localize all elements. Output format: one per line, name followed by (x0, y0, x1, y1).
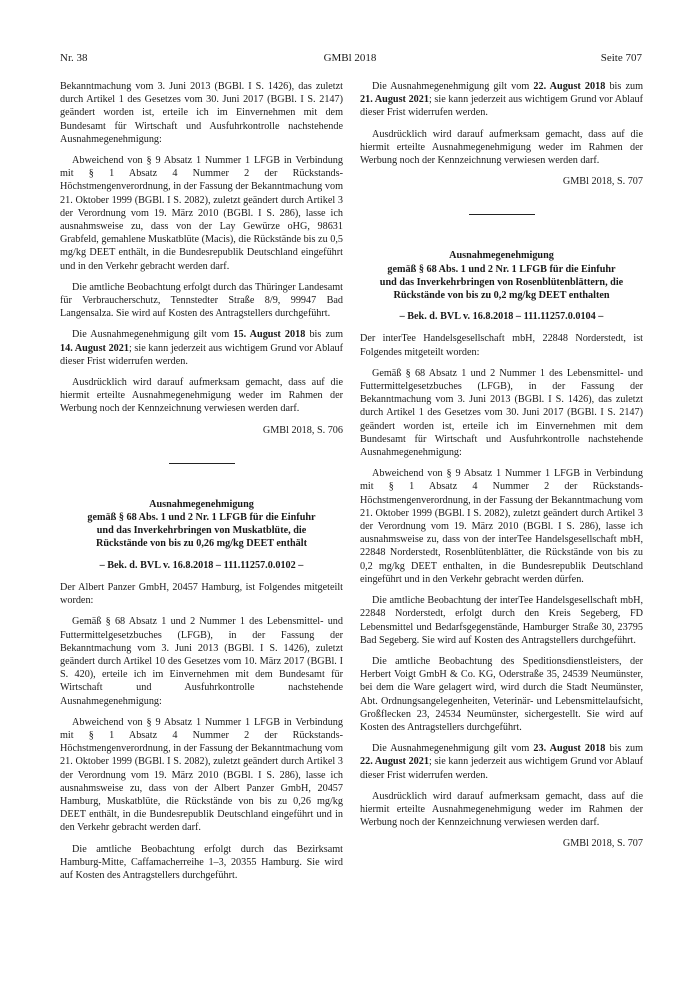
validity-paragraph (360, 80, 643, 120)
citation: GMBl 2018, S. 706 (262, 424, 343, 436)
notice-reference: – Bek. d. BVL v. 16.8.2018 – 111.11257.0.0102 – (99, 559, 304, 571)
start-date: 22. August 2018 (533, 81, 606, 92)
citation: GMBl 2018, S. 707 (562, 176, 643, 188)
end-date: 22. August 2021 (360, 756, 429, 768)
text-run: ; sie kann jederzeit aus wichtigem Grund vor Ablauf dieser Frist widerrufen werden. (60, 342, 344, 367)
header-issue-number: Nr. 38 (60, 52, 88, 64)
text-run: Die Ausnahmegenehmigung gilt vom (372, 81, 534, 92)
paragraph: Der interTee Handelsgesellschaft mbH, 22848 Norderstedt, ist Folgendes mitgeteilt worden: (360, 333, 643, 358)
text-run: ; sie kann jederzeit aus wichtigem Grund vor Ablauf dieser Frist widerrufen werden. (360, 94, 644, 119)
paragraph: Ausdrücklich wird darauf aufmerksam gemacht, dass auf die hiermit erteilte Ausnahmegenehmigung weder im Rahmen der Werbung noch der Kennzeichnung verwiesen werden darf. (360, 790, 643, 829)
text-run: bis zum (305, 329, 343, 341)
paragraph: Bekanntmachung vom 3. Juni 2013 (BGBl. I S. 1426), das zuletzt durch Artikel 1 des Gesetzes vom 30. Juni 2017 (BGBl. I S. 2147) geändert worden ist, erteile ich im Einvernehmen mit dem Bundesamt für Wirtschaft und Ausfuhrkontrolle nachstehende Ausnahmegenehmigung: (60, 81, 343, 145)
end-date: 14. August 2021 (60, 342, 129, 354)
paragraph: Die amtliche Beobachtung der interTee Handelsgesellschaft mbH, 22848 Norderstedt, erfolgt durch den Kreis Segeberg, FD Lebensmittel und Bedarfsgegenstände, Hamburger Straße 30, 23795 Bad Segeberg. Sie wird auf Kosten des Antragstellers durchgeführt. (360, 595, 643, 646)
start-date: 15. August 2018 (233, 329, 306, 341)
section-divider (469, 214, 535, 215)
text-run: bis zum (605, 743, 643, 755)
header-page-number: Seite 707 (600, 52, 642, 64)
right-column (360, 80, 643, 851)
paragraph: Die amtliche Beobachtung des Speditionsdienstleisters, der Herbert Voigt GmbH & Co. KG, Oderstraße 35, 24539 Neumünster, bei dem die Ware gelagert wird, wird durch die Stadt Neumünster, Abt. Ordnungsangelegenheiten, Veterinär- und Lebensmittelaufsicht, Großflecken 23, 24534 Neumünster, sichergestellt. Sie wird auf Kosten des Antragstellers durchgeführt. (360, 655, 643, 733)
validity-paragraph (60, 328, 343, 368)
start-date: 23. August 2018 (533, 743, 606, 755)
title-line: Rückstände von bis zu 0,26 mg/kg DEET enthält (96, 538, 307, 550)
title-line: Rückstände von bis zu 0,2 mg/kg DEET enthalten (393, 290, 610, 302)
citation: GMBl 2018, S. 707 (562, 838, 643, 850)
paragraph: Ausdrücklich wird darauf aufmerksam gemacht, dass auf die hiermit erteilte Ausnahmegenehmigung weder im Rahmen der Werbung noch der Kennzeichnung verwiesen werden darf. (360, 128, 643, 167)
notice-title (60, 498, 343, 551)
text-run: Die Ausnahmegenehmigung gilt vom (72, 329, 234, 341)
text-run: bis zum (605, 81, 643, 92)
paragraph: Gemäß § 68 Absatz 1 und 2 Nummer 1 des Lebensmittel- und Futtermittelgesetzbuches (LFGB), in der Fassung der Bekanntmachung vom 3. Juni 2013 (BGBl. I S. 1426), das zuletzt durch Artikel 1 des Gesetzes vom 30. Juni 2017 (BGBl. I S. 2147) geändert worden ist, erteile ich im Einvernehmen mit dem Bundesamt für Wirtschaft und Ausfuhrkontrolle nachstehende Ausnahmegenehmigung: (360, 367, 643, 459)
paragraph: Die amtliche Beobachtung erfolgt durch das Thüringer Landesamt für Verbraucherschutz, Tennstedter Straße 8/9, 99947 Bad Langensalza. Sie wird auf Kosten des Antragstellers durchgeführt. (60, 281, 343, 320)
validity-paragraph (360, 742, 643, 782)
title-line: Ausnahmegenehmigung (149, 498, 254, 510)
paragraph: Gemäß § 68 Absatz 1 und 2 Nummer 1 des Lebensmittel- und Futtermittelgesetzbuches (LFGB), in der Fassung der Bekanntmachung vom 3. Juni 2013 (BGBl. I S. 1426), zuletzt geändert durch Artikel 10 des Gesetzes vom 10. März 2017 (BGBl. I S. 420), erteile ich im Einvernehmen mit dem Bundesamt für Wirtschaft und Ausfuhrkontrolle nachstehende Ausnahmegenehmigung: (60, 616, 343, 707)
paragraph: Ausdrücklich wird darauf aufmerksam gemacht, dass auf die hiermit erteilte Ausnahmegenehmigung weder im Rahmen der Werbung noch der Kennzeichnung verwiesen werden darf. (60, 377, 343, 415)
left-column (60, 80, 343, 890)
text-run: ; sie kann jederzeit aus wichtigem Grund vor Ablauf dieser Frist widerrufen werden. (360, 756, 644, 781)
header-journal: GMBl 2018 (323, 52, 377, 64)
paragraph: Abweichend von § 9 Absatz 1 Nummer 1 LFGB in Verbindung mit § 1 Absatz 4 Nummer 2 der Rückstands-Höchstmengenverordnung, in der Fassung der Bekanntmachung vom 21. Oktober 1999 (BGBl. I S. 2082), zuletzt geändert durch Artikel 3 der Verordnung vom 19. März 2010 (BGBl. I S. 286), lasse ich ausnahmsweise zu, dass von der Lay Gewürze oHG, 98631 Grabfeld, gemahlene Muskatblüte (Macis), die Rückstände bis zu 0,5 mg/kg DEET enthält, in die Bundesrepublik Deutschland eingeführt und in den Verkehr gebracht werden darf. (60, 155, 343, 272)
paragraph: Abweichend von § 9 Absatz 1 Nummer 1 LFGB in Verbindung mit § 1 Absatz 4 Nummer 2 der Rückstands-Höchstmengenverordnung, in der Fassung der Bekanntmachung vom 21. Oktober 1999 (BGBl. I S. 2082), zuletzt geändert durch Artikel 3 der Verordnung vom 19. März 2010 (BGBl. I S. 286), lasse ich ausnahmsweise zu, dass von der interTee Handelsgesellschaft mbH, 22848 Norderstedt, Rosenblütenblätter, die Rückstände von bis zu 0,2 mg/kg DEET enthalten, in die Bundesrepublik Deutschland eingeführt und in den Verkehr gebracht werden dürfen. (360, 468, 643, 585)
paragraph: Abweichend von § 9 Absatz 1 Nummer 1 LFGB in Verbindung mit § 1 Absatz 4 Nummer 2 der Rückstands-Höchstmengenverordnung, in der Fassung der Bekanntmachung vom 21. Oktober 1999 (BGBl. I S. 2082), zuletzt geändert durch Artikel 3 der Verordnung vom 19. März 2010 (BGBl. I S. 286), lasse ich ausnahmsweise zu, dass von der Albert Panzer GmbH, 20457 Hamburg, Muskatblüte, die Rückstände von bis zu 0,26 mg/kg DEET enthält, in die Bundesrepublik Deutschland eingeführt und in den Verkehr gebracht werden darf. (60, 716, 343, 834)
title-line: Ausnahmegenehmigung (449, 250, 554, 262)
title-line: und das Inverkehrbringen von Muskatblüte, die (96, 525, 307, 537)
paragraph: Der Albert Panzer GmbH, 20457 Hamburg, ist Folgendes mitgeteilt worden: (60, 581, 343, 607)
section-divider (169, 463, 235, 464)
end-date: 21. August 2021 (360, 94, 429, 106)
title-line: gemäß § 68 Abs. 1 und 2 Nr. 1 LFGB für die Einfuhr (387, 263, 616, 275)
notice-reference: – Bek. d. BVL v. 16.8.2018 – 111.11257.0.0104 – (399, 311, 604, 323)
title-line: gemäß § 68 Abs. 1 und 2 Nr. 1 LFGB für die Einfuhr (87, 512, 316, 524)
paragraph: Die amtliche Beobachtung erfolgt durch das Bezirksamt Hamburg-Mitte, Caffamacherreihe 1–3, 20355 Hamburg. Sie wird auf Kosten des Antragstellers durchgeführt. (60, 843, 343, 881)
title-line: und das Inverkehrbringen von Rosenblütenblättern, die (379, 276, 624, 288)
notice-title (360, 249, 643, 302)
text-run: Die Ausnahmegenehmigung gilt vom (372, 743, 534, 755)
